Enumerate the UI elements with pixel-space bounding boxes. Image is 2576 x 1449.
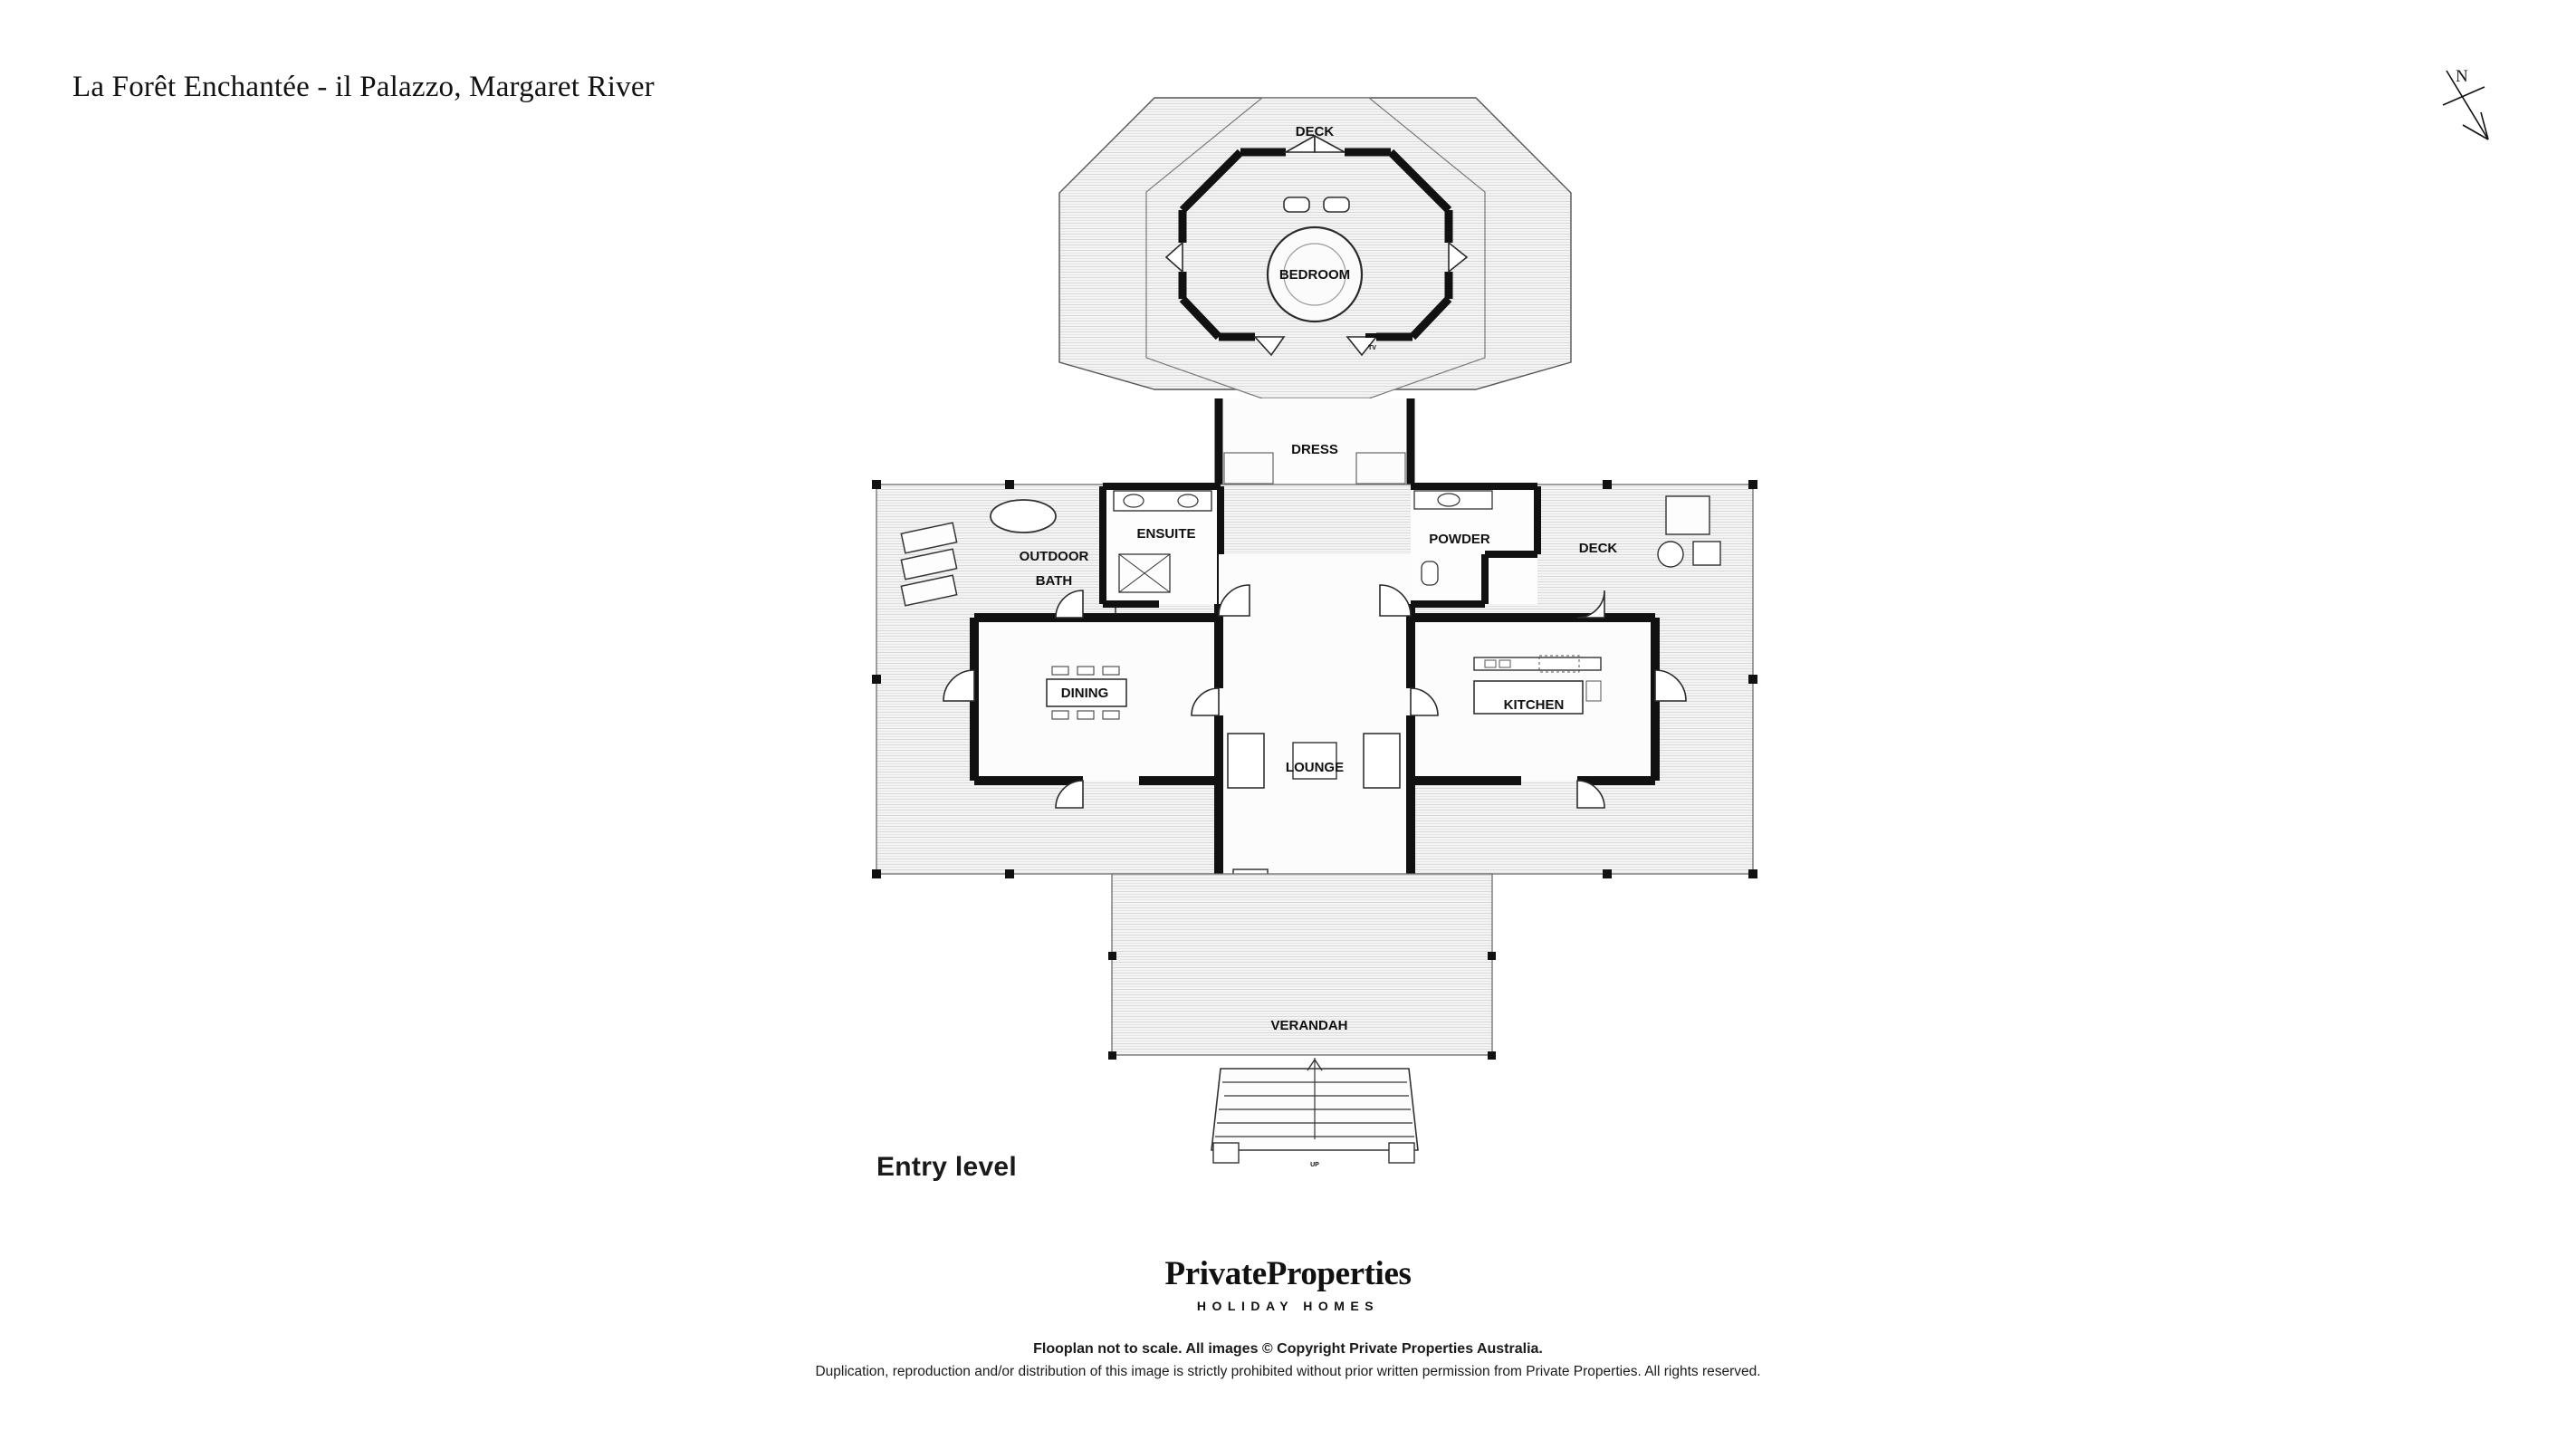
powder-basin [1438, 494, 1460, 506]
room-label-bedroom: BEDROOM [1278, 267, 1351, 283]
bedroom-pavilion [1059, 98, 1571, 398]
pillow-right [1324, 197, 1349, 212]
legal-line-2: Duplication, reproduction and/or distribution of this image is strictly prohibited without prior written permission from Private Properties. All rights reserved. [815, 1363, 1761, 1379]
lounge-sofa-left [1228, 734, 1264, 788]
room-label-ensuite: ENSUITE [1136, 526, 1196, 542]
verandah-area [1108, 874, 1496, 1060]
ensuite-room [1103, 486, 1221, 604]
legal-text [0, 1339, 2576, 1383]
kitchen-furniture [1474, 656, 1601, 714]
powder-room [1411, 486, 1537, 604]
dress-corridor [1219, 398, 1411, 487]
level-caption: Entry level [876, 1152, 1018, 1182]
dining-furniture [1047, 667, 1126, 719]
room-label-dress: DRESS [1291, 442, 1338, 457]
brand-logo: PrivateProperties [1164, 1255, 1412, 1292]
room-label-outdoor-bath-1: OUTDOOR [1019, 549, 1089, 564]
legal-line-1: Flooplan not to scale. All images © Copyright Private Properties Australia. [1033, 1341, 1543, 1357]
stair-newel-right [1389, 1143, 1414, 1163]
ensuite-basin-2 [1178, 494, 1198, 507]
ensuite-basin-1 [1124, 494, 1144, 507]
page-title: La Forêt Enchantée - il Palazzo, Margaret River [72, 71, 655, 103]
deck-side-table [1658, 542, 1683, 567]
compass-north-label: N [2456, 67, 2468, 86]
tv-label: TV [1368, 345, 1376, 351]
tv-furniture [1365, 333, 1385, 338]
stair-newel-left [1213, 1143, 1239, 1163]
room-label-powder: POWDER [1429, 532, 1490, 547]
footer [0, 1254, 2576, 1383]
deck-chair [1693, 542, 1720, 565]
lounge-sofa-right [1364, 734, 1400, 788]
kitchen-bench-back [1474, 657, 1601, 670]
room-label-outdoor-bath-2: BATH [1035, 573, 1073, 589]
deck-sofa [1666, 496, 1709, 534]
stair-up-label: UP [1310, 1162, 1319, 1168]
outdoor-bathtub [991, 500, 1056, 533]
entry-stairs [1211, 1058, 1418, 1168]
room-label-verandah: VERANDAH [1270, 1018, 1348, 1033]
sun-loungers [901, 523, 956, 606]
pillow-left [1284, 197, 1309, 212]
room-label-dining: DINING [1060, 686, 1109, 701]
room-label-deck-top: DECK [1295, 124, 1335, 139]
brand-tagline: HOLIDAY HOMES [1196, 1299, 1380, 1313]
room-label-lounge: LOUNGE [1285, 760, 1345, 775]
toilet [1422, 561, 1438, 585]
room-label-kitchen: KITCHEN [1503, 697, 1565, 713]
room-label-deck-right: DECK [1578, 541, 1618, 556]
